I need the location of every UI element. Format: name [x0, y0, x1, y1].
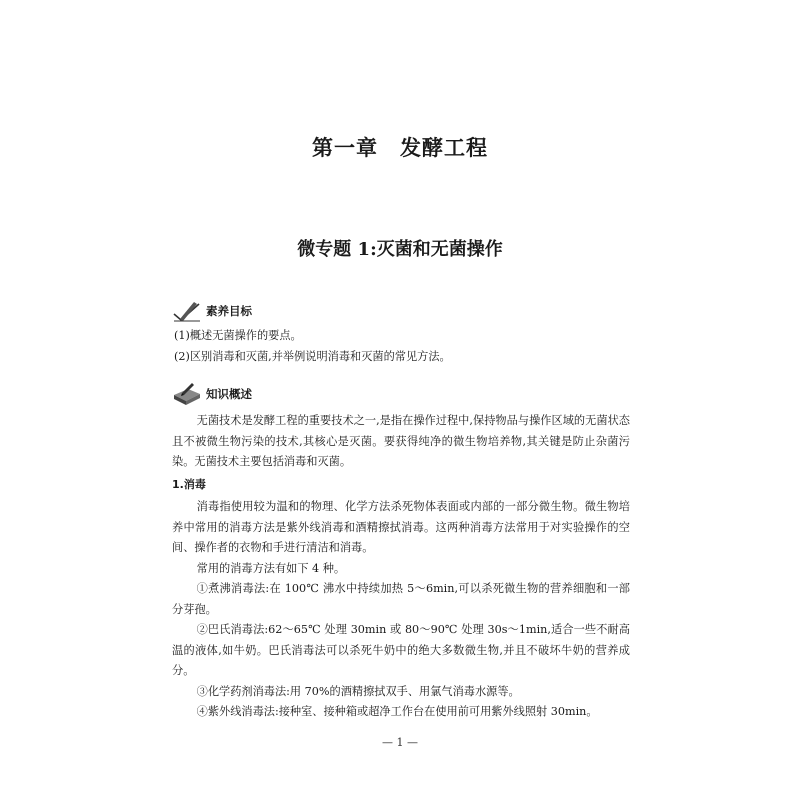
section-heading-label: 知识概述	[206, 387, 252, 401]
goals-list	[172, 326, 630, 367]
intro-paragraph: 无菌技术是发酵工程的重要技术之一,是指在操作过程中,保持物品与操作区域的无菌状态且不被微生物污染的技术,其核心是灭菌。要获得纯净的微生物培养物,其关键是防止杂菌污染。无菌技术主要包括消毒和灭菌。	[172, 414, 630, 468]
topic-title: 微专题 1:灭菌和无菌操作	[297, 239, 503, 260]
book-pen-icon	[172, 383, 202, 405]
goal-item: (1)概述无菌操作的要点。	[174, 329, 302, 342]
subheading-disinfection: 1.消毒	[172, 477, 206, 491]
method-boiling: ①煮沸消毒法:在 100℃ 沸水中持续加热 5～6min,可以杀死微生物的营养细胞和一部分芽孢。	[172, 582, 630, 616]
paragraph: 常用的消毒方法有如下 4 种。	[196, 561, 346, 575]
section-heading-goals	[172, 300, 252, 322]
paragraph: 消毒指使用较为温和的物理、化学方法杀死物体表面或内部的一部分微生物。微生物培养中常用的消毒方法是紫外线消毒和酒精擦拭消毒。这两种消毒方法常用于对实验操作的空间、操作者的衣物和手进行清洁和消毒。	[172, 500, 630, 554]
goal-item: (2)区别消毒和灭菌,并举例说明消毒和灭菌的常见方法。	[174, 349, 451, 363]
section-heading-overview	[172, 383, 252, 405]
section-heading-label: 素养目标	[206, 304, 252, 318]
pen-check-icon	[172, 300, 202, 322]
method-uv: ④紫外线消毒法:接种室、接种箱或超净工作台在使用前可用紫外线照射 30min。	[196, 705, 598, 718]
method-chemical: ③化学药剂消毒法:用 70%的酒精擦拭双手、用氯气消毒水源等。	[196, 684, 520, 698]
page-number: — 1 —	[382, 736, 418, 749]
method-pasteurization: ②巴氏消毒法:62～65℃ 处理 30min 或 80～90℃ 处理 30s～1min,适合一些不耐高温的液体,如牛奶。巴氏消毒法可以杀死牛奶中的绝大多数微生物,并且不破坏牛奶的营养成分。	[172, 623, 630, 677]
overview-body	[172, 411, 630, 723]
chapter-title: 第一章 发酵工程	[312, 136, 488, 160]
